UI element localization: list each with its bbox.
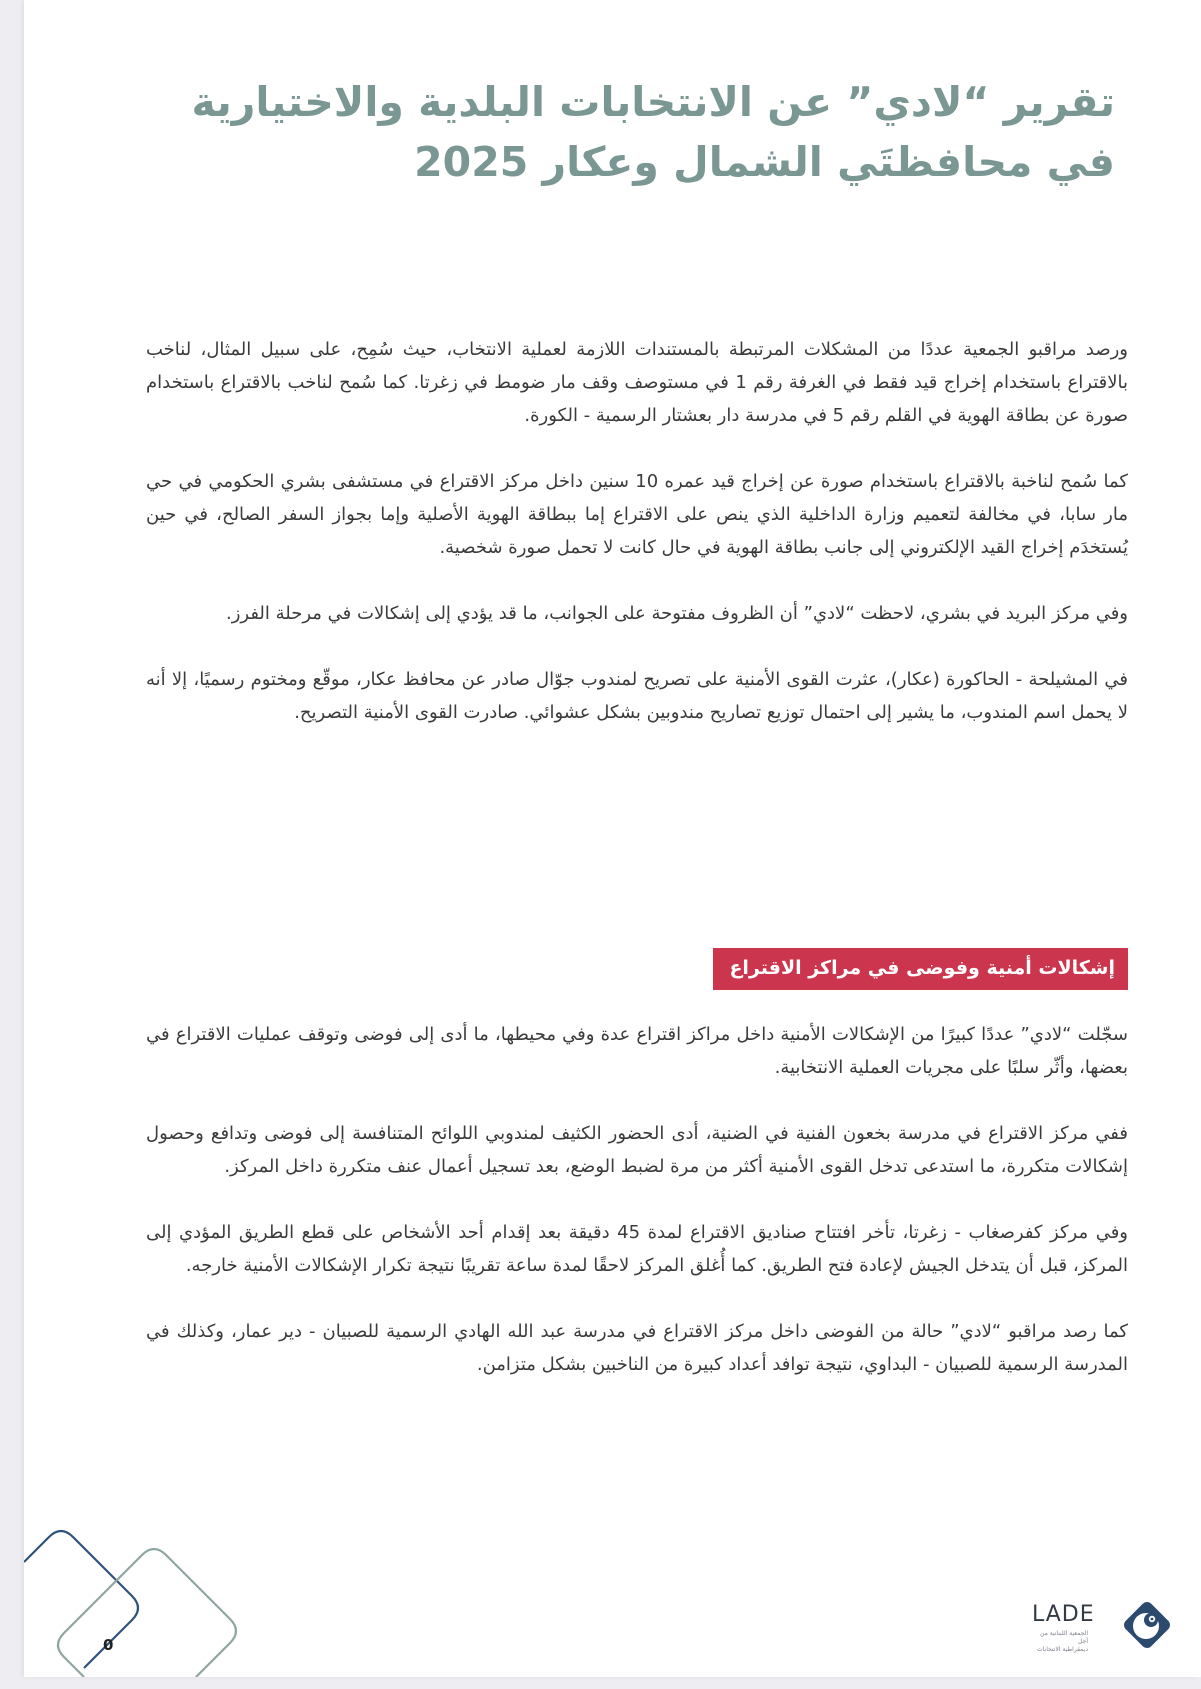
paragraph: كما سُمح لناخبة بالاقتراع باستخدام صورة عن إخراج قيد عمره 10 سنين داخل مركز الاقتراع في مستشفى بشري الحكومي في حي مار سابا، في مخالفة لتعميم وزارة الداخلية الذي ينص على الاقتراع إما ببطاقة الهوية الأصلية وإما بجواز السفر الصالح، في حين يُستخدَم إخراج القيد الإلكتروني إلى جانب بطاقة الهوية في حال كانت لا تحمل صورة شخصية. [146,471,1128,558]
section-heading: إشكالات أمنية وفوضى في مراكز الاقتراع [713,948,1128,990]
lade-logo [1032,1596,1182,1656]
paragraph: سجّلت “لادي” عددًا كبيرًا من الإشكالات الأمنية داخل مراكز اقتراع عدة وفي محيطها، ما أدى إلى فوضى وتوقف عمليات الاقتراع في بعضها، وأثّر سلبًا على مجريات العملية الانتخابية. [146,1024,1128,1078]
logo-subtitle: الجمعية اللبنانية من أجل ديمقراطية الانتخابات [1037,1630,1088,1653]
document-title [115,72,1115,192]
footer-diamond-decoration-icon [24,1517,264,1677]
paragraph: وفي مركز كفرصغاب - زغرتا، تأخر افتتاح صناديق الاقتراع لمدة 45 دقيقة بعد إقدام أحد الأشخاص على قطع الطريق المؤدي إلى المركز، قبل أن يتدخل الجيش لإعادة فتح الطريق. كما أُغلق المركز لاحقًا لمدة ساعة تقريبًا نتيجة تكرار الإشكالات الأمنية خارجه. [146,1222,1128,1276]
page-number: 0 [103,1636,114,1654]
lade-eye-diamond-icon [1118,1596,1176,1654]
paragraph: ففي مركز الاقتراع في مدرسة بخعون الفنية في الضنية، أدى الحضور الكثيف لمندوبي اللوائح المتنافسة إلى فوضى وتدافع وحصول إشكالات متكررة، ما استدعى تدخل القوى الأمنية أكثر من مرة لضبط الوضع، بعد تسجيل أعمال عنف متكررة داخل المركز. [146,1123,1128,1177]
title-line-1: تقرير “لادي” عن الانتخابات البلدية والاختيارية [191,78,1115,126]
logo-text: LADE [1032,1602,1095,1627]
paragraph: كما رصد مراقبو “لادي” حالة من الفوضى داخل مركز الاقتراع في مدرسة عبد الله الهادي الرسمية للصبيان - دير عمار، وكذلك في المدرسة الرسمية للصبيان - البداوي، نتيجة توافد أعداد كبيرة من الناخبين بشكل متزامن. [146,1321,1128,1375]
paragraph: وفي مركز البريد في بشري، لاحظت “لادي” أن الظروف مفتوحة على الجوانب، ما قد يؤدي إلى إشكالات في مرحلة الفرز. [225,603,1128,624]
document-page [24,0,1201,1677]
paragraph: في المشيلحة - الحاكورة (عكار)، عثرت القوى الأمنية على تصريح لمندوب جوّال صادر عن محافظ عكار، موقّع ومختوم رسميًا، إلا أنه لا يحمل اسم المندوب، ما يشير إلى احتمال توزيع تصاريح مندوبين بشكل عشوائي. صادرت القوى الأمنية التصريح. [146,669,1128,723]
body-section-top [146,333,1128,762]
title-line-2: في محافظتَي الشمال وعكار 2025 [414,138,1115,186]
paragraph: ورصد مراقبو الجمعية عددًا من المشكلات المرتبطة بالمستندات اللازمة لعملية الانتخاب، حيث سُمِح، على سبيل المثال، لناخب بالاقتراع باستخدام إخراج قيد فقط في الغرفة رقم 1 في مستوصف وقف مار ضومط في زغرتا. كما سُمح لناخب بالاقتراع باستخدام صورة عن بطاقة الهوية في القلم رقم 5 في مدرسة دار بعشتار الرسمية - الكورة. [146,339,1128,426]
body-section-bottom [146,1018,1128,1414]
